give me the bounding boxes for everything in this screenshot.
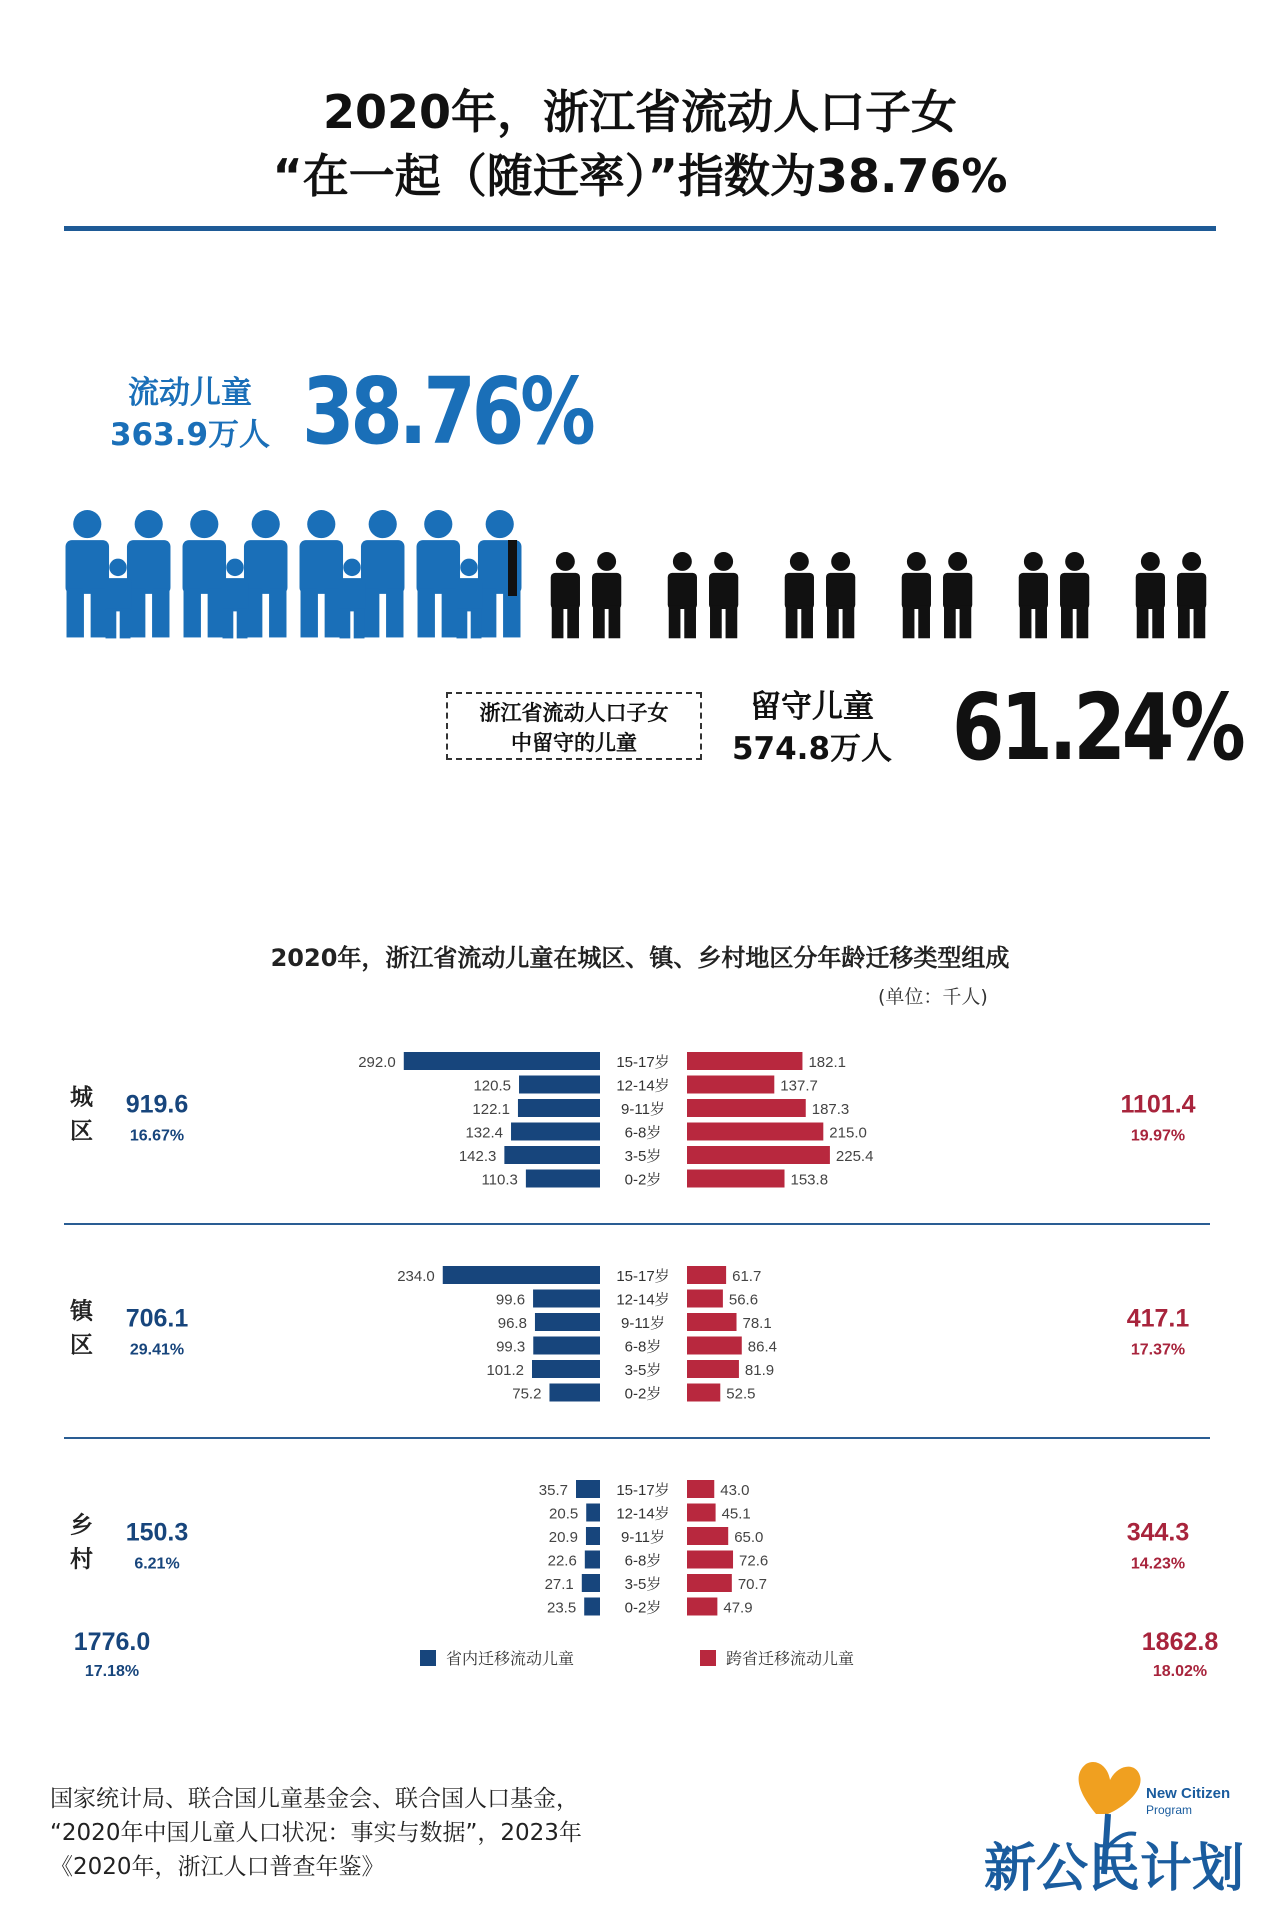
age-tick-label: 3-5岁 (624, 1576, 662, 1593)
bar-within-province (504, 1146, 600, 1164)
chart-unit: (单位：千人) (878, 986, 988, 1008)
bar-within-province (443, 1266, 600, 1284)
adult-figure (1136, 552, 1165, 638)
logo-cn: 新公民计划 (984, 1839, 1245, 1896)
age-tick-label: 6-8岁 (624, 1552, 662, 1570)
chart-title: 2020年，浙江省流动儿童在城区、镇、乡村地区分年龄迁移类型组成 (270, 944, 1010, 972)
region-label-char: 镇 (70, 1297, 93, 1324)
adult-figure (66, 510, 110, 637)
adult-figure (668, 552, 697, 638)
value-label-cross: 225.4 (835, 1148, 874, 1165)
region-total-within: 919.6 (125, 1090, 189, 1119)
value-label-within: 99.3 (496, 1338, 526, 1356)
region-label-char: 城 (70, 1083, 93, 1110)
adult-figure (551, 552, 580, 638)
bar-cross-province (687, 1551, 733, 1569)
bar-cross-province (687, 1598, 717, 1616)
bar-within-province (518, 1099, 600, 1117)
value-label-cross: 47.9 (723, 1599, 753, 1617)
bar-cross-province (687, 1123, 823, 1141)
age-tick-label: 12-14岁 (616, 1077, 670, 1095)
region-pct-cross: 19.97% (1130, 1127, 1186, 1145)
bar-cross-province (687, 1527, 728, 1545)
value-label-within: 20.9 (548, 1529, 578, 1546)
family-icon (417, 510, 522, 638)
value-label-cross: 187.3 (811, 1101, 850, 1118)
adult-figure (592, 552, 621, 638)
value-label-cross: 86.4 (747, 1338, 777, 1356)
title-line-2: “在一起（随迁率）”指数为38.76% (272, 149, 1008, 203)
region-pct-cross: 17.37% (1130, 1341, 1186, 1359)
family-icon (902, 552, 973, 638)
value-label-within: 75.2 (512, 1385, 542, 1403)
bar-within-province (586, 1504, 600, 1522)
bar-cross-province (687, 1076, 774, 1094)
bar-within-province (585, 1551, 600, 1569)
adult-figure (1177, 552, 1206, 638)
age-tick-label: 0-2岁 (624, 1171, 662, 1189)
age-tick-label: 15-17岁 (616, 1268, 670, 1285)
value-label-cross: 61.7 (732, 1268, 762, 1285)
value-label-cross: 56.6 (728, 1291, 759, 1309)
left-behind-note-box (446, 692, 702, 760)
adult-figure (244, 510, 288, 637)
value-label-cross: 65.0 (734, 1529, 764, 1546)
region-total-within: 706.1 (125, 1304, 189, 1333)
family-pictogram (60, 500, 1220, 640)
value-label-cross: 215.0 (829, 1124, 867, 1142)
adult-figure (1060, 552, 1089, 638)
source-line1: 国家统计局、联合国儿童基金会、联合国人口基金， (50, 1786, 579, 1812)
left-behind-percent: 61.24% (952, 674, 1242, 781)
title-line-1: 2020年，浙江省流动人口子女 (322, 85, 958, 139)
age-tick-label: 15-17岁 (616, 1482, 670, 1499)
bar-cross-province (687, 1052, 802, 1070)
age-tick-label: 9-11岁 (621, 1101, 665, 1118)
source-line2: “2020年中国儿童人口状况：事实与数据”，2023年 (50, 1820, 582, 1846)
grand-total-within: 1776.0 (73, 1628, 151, 1656)
value-label-within: 20.5 (549, 1505, 579, 1523)
region-total-cross: 417.1 (1126, 1304, 1190, 1333)
source-citation (50, 1782, 582, 1884)
value-label-within: 99.6 (495, 1291, 526, 1309)
family-icon (1019, 552, 1090, 638)
bar-within-province (404, 1052, 600, 1070)
bar-cross-province (687, 1266, 726, 1284)
value-label-cross: 153.8 (790, 1171, 829, 1189)
bar-within-province (584, 1598, 600, 1616)
age-tick-label: 3-5岁 (624, 1148, 662, 1165)
family-icon (300, 510, 405, 638)
grand-pct-within: 17.18% (84, 1663, 140, 1680)
bar-cross-province (687, 1099, 806, 1117)
adult-figure (709, 552, 738, 638)
age-tick-label: 6-8岁 (624, 1124, 662, 1142)
region-total-cross: 1101.4 (1120, 1090, 1196, 1119)
value-label-cross: 52.5 (726, 1385, 756, 1403)
migrant-percent: 38.76% (302, 358, 592, 465)
left-behind-note-line1: 浙江省流动人口子女 (479, 701, 669, 725)
value-label-within: 142.3 (458, 1148, 497, 1165)
bar-within-province (582, 1574, 600, 1592)
bar-cross-province (687, 1170, 785, 1188)
age-tick-label: 0-2岁 (624, 1385, 662, 1403)
grand-pct-cross: 18.02% (1152, 1663, 1208, 1680)
region-pct-within: 16.67% (129, 1127, 185, 1145)
adult-figure (1019, 552, 1048, 638)
migrant-label-line2: 363.9万人 (109, 417, 271, 453)
bar-cross-province (687, 1146, 830, 1164)
age-tick-label: 12-14岁 (616, 1505, 670, 1523)
migrant-children-label (100, 372, 280, 456)
age-tick-label: 15-17岁 (616, 1054, 670, 1071)
bar-within-province (526, 1170, 600, 1188)
adult-figure (826, 552, 855, 638)
value-label-within: 27.1 (544, 1576, 574, 1593)
family-icon (785, 552, 856, 638)
left-behind-label-line2: 574.8万人 (731, 731, 893, 767)
region-total-within: 150.3 (125, 1518, 189, 1547)
legend-swatch-cross (700, 1650, 716, 1666)
bar-within-province (532, 1360, 600, 1378)
value-label-within: 35.7 (538, 1482, 569, 1499)
family-icon (66, 510, 171, 638)
region-total-cross: 344.3 (1126, 1518, 1190, 1547)
page-title (0, 80, 1280, 208)
value-label-cross: 137.7 (780, 1077, 818, 1095)
value-label-within: 101.2 (486, 1362, 524, 1379)
adult-figure (361, 510, 405, 637)
adult-figure (300, 510, 344, 637)
value-label-cross: 43.0 (720, 1482, 750, 1499)
left-behind-label (722, 686, 902, 770)
region-pct-within: 29.41% (129, 1341, 185, 1359)
adult-figure (183, 510, 227, 637)
bar-within-province (511, 1123, 600, 1141)
logo-en-line2: Program (1146, 1803, 1193, 1817)
legend-swatch-within (420, 1650, 436, 1666)
region-pct-cross: 14.23% (1130, 1555, 1186, 1573)
adult-figure (127, 510, 171, 637)
age-migration-chart (0, 1040, 1280, 1700)
bar-cross-province (687, 1290, 723, 1308)
bar-within-province (519, 1076, 600, 1094)
value-label-cross: 72.6 (739, 1552, 769, 1570)
left-behind-note-line2: 中留守的儿童 (511, 731, 637, 755)
value-label-within: 23.5 (547, 1599, 577, 1617)
family-icon (668, 552, 739, 638)
left-behind-label-line1: 留守儿童 (750, 689, 874, 725)
value-label-within: 110.3 (481, 1171, 518, 1189)
bar-cross-province (687, 1337, 742, 1355)
title-divider (64, 226, 1216, 231)
age-tick-label: 6-8岁 (624, 1338, 662, 1356)
migrant-label-line1: 流动儿童 (128, 375, 252, 411)
value-label-within: 120.5 (473, 1077, 512, 1095)
value-label-within: 132.4 (465, 1124, 504, 1142)
source-line3: 《2020年，浙江人口普查年鉴》 (50, 1854, 385, 1880)
bar-within-province (533, 1337, 600, 1355)
region-label-char: 区 (70, 1117, 93, 1144)
bar-cross-province (687, 1313, 737, 1331)
bar-cross-province (687, 1574, 732, 1592)
adult-figure (902, 552, 931, 638)
value-label-cross: 45.1 (721, 1505, 751, 1523)
bar-cross-province (687, 1504, 716, 1522)
value-label-within: 22.6 (547, 1552, 577, 1570)
value-label-cross: 78.1 (742, 1315, 772, 1332)
family-icon (1136, 552, 1207, 638)
age-tick-label: 12-14岁 (616, 1291, 670, 1309)
value-label-cross: 81.9 (744, 1362, 775, 1379)
bar-within-province (535, 1313, 600, 1331)
region-label-char: 乡 (70, 1511, 93, 1538)
bar-within-province (576, 1480, 600, 1498)
value-label-within: 234.0 (397, 1268, 435, 1285)
region-label-char: 村 (70, 1545, 93, 1572)
family-icon (551, 552, 622, 638)
adult-figure (417, 510, 461, 637)
legend-label-cross: 跨省迁移流动儿童 (726, 1651, 855, 1668)
region-pct-within: 6.21% (134, 1555, 180, 1573)
value-label-within: 96.8 (497, 1315, 527, 1332)
value-label-within: 122.1 (472, 1101, 510, 1118)
age-tick-label: 3-5岁 (624, 1362, 662, 1379)
logo-en-line1: New Citizen (1146, 1785, 1231, 1802)
bar-within-province (586, 1527, 600, 1545)
age-tick-label: 0-2岁 (624, 1599, 662, 1617)
bar-cross-province (687, 1480, 714, 1498)
split-marker (508, 540, 517, 596)
bar-within-province (549, 1384, 600, 1402)
value-label-within: 292.0 (358, 1054, 396, 1071)
adult-figure (943, 552, 972, 638)
age-tick-label: 9-11岁 (621, 1529, 665, 1546)
bar-cross-province (687, 1360, 739, 1378)
value-label-cross: 70.7 (737, 1576, 768, 1593)
new-citizen-logo (976, 1756, 1246, 1896)
legend-label-within: 省内迁移流动儿童 (446, 1651, 575, 1668)
bar-cross-province (687, 1384, 720, 1402)
grand-total-cross: 1862.8 (1141, 1628, 1219, 1656)
family-icon (183, 510, 288, 638)
value-label-cross: 182.1 (808, 1054, 846, 1071)
age-tick-label: 9-11岁 (621, 1315, 665, 1332)
adult-figure (785, 552, 814, 638)
bar-within-province (533, 1290, 600, 1308)
region-label-char: 区 (70, 1331, 93, 1358)
